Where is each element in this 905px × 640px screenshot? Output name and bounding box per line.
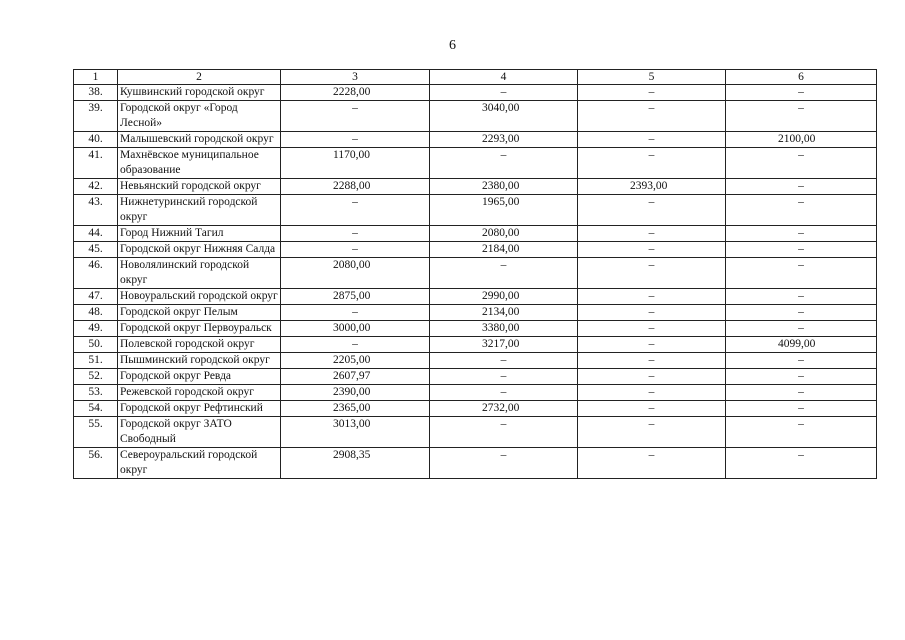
header-cell-2: 2 xyxy=(118,70,281,85)
column-4-value-cell: 2134,00 xyxy=(430,305,578,321)
column-3-value-cell: – xyxy=(281,101,430,132)
row-number-cell: 44. xyxy=(74,226,118,242)
column-4-value-cell: 2184,00 xyxy=(430,242,578,258)
municipality-name-cell: Североуральский городской округ xyxy=(118,448,281,479)
column-3-value-cell: 2080,00 xyxy=(281,258,430,289)
column-6-value-cell: – xyxy=(726,179,877,195)
municipality-name-cell: Малышевский городской округ xyxy=(118,132,281,148)
column-6-value-cell: – xyxy=(726,289,877,305)
column-4-value-cell: 3040,00 xyxy=(430,101,578,132)
table-row xyxy=(74,305,877,321)
column-5-value-cell: – xyxy=(578,226,726,242)
column-3-value-cell: – xyxy=(281,195,430,226)
column-4-value-cell: 2990,00 xyxy=(430,289,578,305)
row-number-cell: 42. xyxy=(74,179,118,195)
column-5-value-cell: – xyxy=(578,148,726,179)
table-row xyxy=(74,242,877,258)
column-5-value-cell: – xyxy=(578,369,726,385)
column-5-value-cell: – xyxy=(578,132,726,148)
column-3-value-cell: 2228,00 xyxy=(281,85,430,101)
header-cell-3: 3 xyxy=(281,70,430,85)
row-number-cell: 52. xyxy=(74,369,118,385)
column-3-value-cell: 3013,00 xyxy=(281,417,430,448)
column-4-value-cell: – xyxy=(430,385,578,401)
row-number-cell: 48. xyxy=(74,305,118,321)
row-number-cell: 43. xyxy=(74,195,118,226)
column-5-value-cell: – xyxy=(578,195,726,226)
table-body xyxy=(74,85,877,479)
column-5-value-cell: – xyxy=(578,417,726,448)
header-cell-4: 4 xyxy=(430,70,578,85)
table-row xyxy=(74,417,877,448)
row-number-cell: 39. xyxy=(74,101,118,132)
column-6-value-cell: – xyxy=(726,369,877,385)
table-row xyxy=(74,401,877,417)
table-row xyxy=(74,148,877,179)
municipality-name-cell: Городской округ Первоуральск xyxy=(118,321,281,337)
table-row xyxy=(74,85,877,101)
table-row xyxy=(74,385,877,401)
column-4-value-cell: – xyxy=(430,448,578,479)
column-5-value-cell: – xyxy=(578,85,726,101)
table-row xyxy=(74,321,877,337)
municipality-name-cell: Пышминский городской округ xyxy=(118,353,281,369)
column-4-value-cell: 2380,00 xyxy=(430,179,578,195)
column-3-value-cell: 2908,35 xyxy=(281,448,430,479)
column-6-value-cell: – xyxy=(726,401,877,417)
column-3-value-cell: 2390,00 xyxy=(281,385,430,401)
row-number-cell: 50. xyxy=(74,337,118,353)
column-5-value-cell: 2393,00 xyxy=(578,179,726,195)
column-6-value-cell: 4099,00 xyxy=(726,337,877,353)
column-5-value-cell: – xyxy=(578,242,726,258)
column-3-value-cell: 2288,00 xyxy=(281,179,430,195)
municipality-name-cell: Городской округ Рефтинский xyxy=(118,401,281,417)
column-6-value-cell: – xyxy=(726,353,877,369)
column-4-value-cell: 3217,00 xyxy=(430,337,578,353)
row-number-cell: 51. xyxy=(74,353,118,369)
column-6-value-cell: – xyxy=(726,448,877,479)
table-row xyxy=(74,226,877,242)
data-table xyxy=(73,69,877,479)
header-cell-6: 6 xyxy=(726,70,877,85)
column-3-value-cell: 2205,00 xyxy=(281,353,430,369)
column-3-value-cell: – xyxy=(281,226,430,242)
municipality-name-cell: Невьянский городской округ xyxy=(118,179,281,195)
column-5-value-cell: – xyxy=(578,353,726,369)
column-5-value-cell: – xyxy=(578,289,726,305)
column-3-value-cell: 1170,00 xyxy=(281,148,430,179)
column-6-value-cell: 2100,00 xyxy=(726,132,877,148)
column-4-value-cell: 3380,00 xyxy=(430,321,578,337)
column-4-value-cell: – xyxy=(430,258,578,289)
table-row xyxy=(74,258,877,289)
row-number-cell: 54. xyxy=(74,401,118,417)
municipality-name-cell: Городской округ Нижняя Салда xyxy=(118,242,281,258)
column-6-value-cell: – xyxy=(726,305,877,321)
row-number-cell: 45. xyxy=(74,242,118,258)
table-row xyxy=(74,132,877,148)
municipality-name-cell: Кушвинский городской округ xyxy=(118,85,281,101)
header-cell-5: 5 xyxy=(578,70,726,85)
row-number-cell: 40. xyxy=(74,132,118,148)
municipality-name-cell: Полевской городской округ xyxy=(118,337,281,353)
table-row xyxy=(74,289,877,305)
municipality-name-cell: Махнёвское муниципальное образование xyxy=(118,148,281,179)
municipality-name-cell: Городской округ «Город Лесной» xyxy=(118,101,281,132)
column-6-value-cell: – xyxy=(726,385,877,401)
column-3-value-cell: 2607,97 xyxy=(281,369,430,385)
municipality-name-cell: Режевской городской округ xyxy=(118,385,281,401)
column-3-value-cell: – xyxy=(281,242,430,258)
table-row xyxy=(74,353,877,369)
table-row xyxy=(74,369,877,385)
column-3-value-cell: 2875,00 xyxy=(281,289,430,305)
header-row xyxy=(74,70,877,85)
column-3-value-cell: – xyxy=(281,132,430,148)
column-3-value-cell: 2365,00 xyxy=(281,401,430,417)
municipality-name-cell: Городской округ Пелым xyxy=(118,305,281,321)
column-5-value-cell: – xyxy=(578,448,726,479)
page-number: 6 xyxy=(449,38,456,53)
column-4-value-cell: 2732,00 xyxy=(430,401,578,417)
column-5-value-cell: – xyxy=(578,385,726,401)
column-6-value-cell: – xyxy=(726,195,877,226)
row-number-cell: 47. xyxy=(74,289,118,305)
column-4-value-cell: 2080,00 xyxy=(430,226,578,242)
row-number-cell: 41. xyxy=(74,148,118,179)
column-6-value-cell: – xyxy=(726,148,877,179)
column-4-value-cell: – xyxy=(430,148,578,179)
header-cell-1: 1 xyxy=(74,70,118,85)
row-number-cell: 46. xyxy=(74,258,118,289)
column-6-value-cell: – xyxy=(726,101,877,132)
table-header xyxy=(74,70,877,85)
municipality-name-cell: Новоуральский городской округ xyxy=(118,289,281,305)
column-5-value-cell: – xyxy=(578,321,726,337)
column-3-value-cell: 3000,00 xyxy=(281,321,430,337)
column-5-value-cell: – xyxy=(578,305,726,321)
row-number-cell: 55. xyxy=(74,417,118,448)
row-number-cell: 56. xyxy=(74,448,118,479)
row-number-cell: 49. xyxy=(74,321,118,337)
row-number-cell: 38. xyxy=(74,85,118,101)
column-6-value-cell: – xyxy=(726,417,877,448)
column-5-value-cell: – xyxy=(578,101,726,132)
municipality-name-cell: Городской округ ЗАТО Свободный xyxy=(118,417,281,448)
column-4-value-cell: – xyxy=(430,353,578,369)
column-6-value-cell: – xyxy=(726,242,877,258)
municipality-name-cell: Нижнетуринский городской округ xyxy=(118,195,281,226)
column-3-value-cell: – xyxy=(281,337,430,353)
column-5-value-cell: – xyxy=(578,258,726,289)
row-number-cell: 53. xyxy=(74,385,118,401)
municipality-name-cell: Город Нижний Тагил xyxy=(118,226,281,242)
column-6-value-cell: – xyxy=(726,321,877,337)
column-6-value-cell: – xyxy=(726,226,877,242)
column-4-value-cell: 1965,00 xyxy=(430,195,578,226)
column-5-value-cell: – xyxy=(578,337,726,353)
table-row xyxy=(74,448,877,479)
column-4-value-cell: – xyxy=(430,85,578,101)
table-row xyxy=(74,179,877,195)
table-row xyxy=(74,337,877,353)
column-4-value-cell: 2293,00 xyxy=(430,132,578,148)
column-6-value-cell: – xyxy=(726,85,877,101)
column-4-value-cell: – xyxy=(430,417,578,448)
table-row xyxy=(74,195,877,226)
municipality-name-cell: Новолялинский городской округ xyxy=(118,258,281,289)
column-4-value-cell: – xyxy=(430,369,578,385)
column-6-value-cell: – xyxy=(726,258,877,289)
table-row xyxy=(74,101,877,132)
column-5-value-cell: – xyxy=(578,401,726,417)
municipality-name-cell: Городской округ Ревда xyxy=(118,369,281,385)
column-3-value-cell: – xyxy=(281,305,430,321)
